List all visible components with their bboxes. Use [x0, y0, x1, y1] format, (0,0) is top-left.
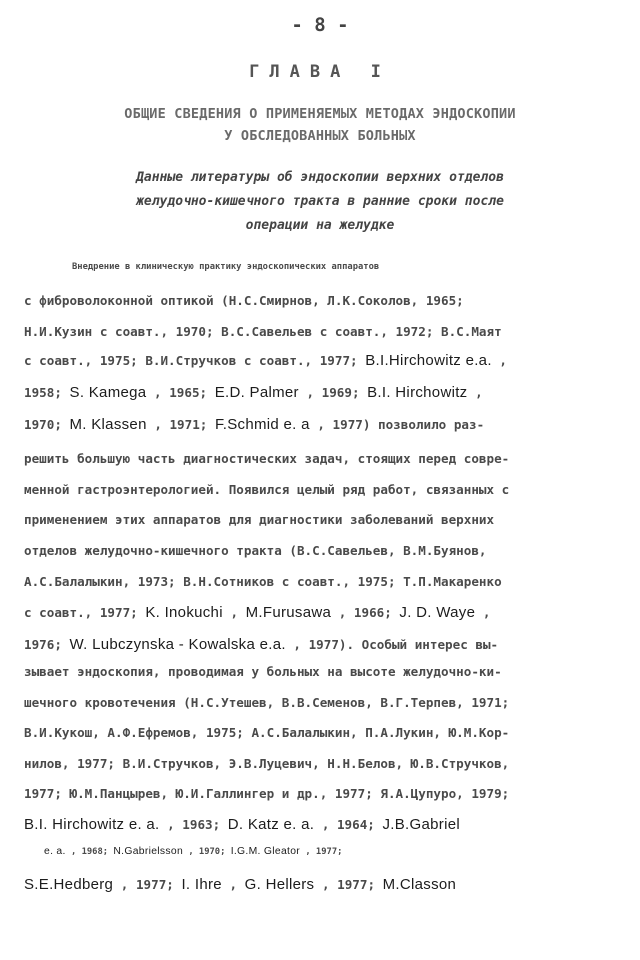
body-line-6: [24, 416, 624, 433]
section-heading-line-1: ОБЩИЕ СВЕДЕНИЯ О ПРИМЕНЯЕМЫХ МЕТОДАХ ЭНДОСКОПИИ: [124, 106, 516, 122]
body-text: применением этих аппаратов для диагностики заболеваний верхних: [24, 512, 495, 527]
body-line-15: [24, 695, 624, 710]
body-text: ,: [229, 877, 245, 892]
handwritten-citation: B.I. Hirchowitz e. a.: [24, 816, 160, 833]
body-text: , 1977;: [120, 877, 174, 892]
body-line-9: [24, 512, 624, 527]
body-text: , 1964;: [321, 817, 375, 832]
handwritten-citation: M. Klassen: [69, 416, 147, 433]
handwritten-citation: F.Schmid e. a: [214, 416, 310, 433]
body-line-14: [24, 664, 624, 679]
body-text: , 1966;: [338, 605, 392, 620]
subheading-line-1: Данные литературы об эндоскопии верхних отделов: [136, 170, 504, 185]
body-line-18: [24, 786, 624, 801]
body-line-17: [24, 756, 624, 771]
handwritten-citation: S.E.Hedberg: [24, 876, 114, 893]
body-line-13: [24, 636, 624, 653]
handwritten-citation: I. Ihre: [181, 876, 222, 893]
body-text: , 1977) позволило раз-: [317, 417, 485, 432]
handwritten-citation: N.Gabrielsson: [113, 846, 184, 857]
body-text: отделов желудочно-кишечного тракта (В.С.Савельев, В.М.Буянов,: [24, 543, 487, 558]
body-line-4: [24, 352, 624, 369]
handwritten-citation: J. D. Waye: [399, 604, 476, 621]
body-text: ,: [499, 353, 507, 368]
body-line-19: [24, 816, 624, 833]
body-text: ,: [482, 605, 491, 620]
body-text: , 1965;: [154, 385, 208, 400]
body-text: с соавт., 1975; В.И.Стручков с соавт., 1977;: [24, 353, 358, 368]
body-line-12: [24, 604, 624, 621]
body-text: Внедрение в клиническую практику эндоскопических аппаратов: [72, 262, 380, 272]
handwritten-citation: G. Hellers: [244, 876, 315, 893]
body-line-16: [24, 725, 624, 740]
body-text: зывает эндоскопия, проводимая у больных на высоте желудочно-ки-: [24, 664, 502, 679]
chapter-title: ГЛАВА I: [249, 62, 391, 82]
handwritten-citation: D. Katz e. a.: [227, 816, 315, 833]
body-line-1: [24, 262, 640, 272]
body-line-10: [24, 543, 624, 558]
handwritten-citation: I.G.M. Gleator: [230, 846, 301, 857]
body-line-21: [24, 876, 624, 893]
body-text: шечного кровотечения (Н.С.Утешев, В.В.Семенов, В.Г.Терпев, 1971;: [24, 695, 510, 710]
handwritten-citation: W. Lubczynska - Kowalska e.a.: [69, 636, 286, 653]
body-text: Н.И.Кузин с соавт., 1970; В.С.Савельев с соавт., 1972; В.С.Маят: [24, 324, 502, 339]
body-text: 1958;: [24, 385, 62, 400]
body-text: , 1977). Особый интерес вы-: [293, 637, 499, 652]
body-text: менной гастроэнтерологией. Появился целый ряд работ, связанных с: [24, 482, 510, 497]
body-text: А.С.Балалыкин, 1973; В.Н.Сотников с соавт., 1975; Т.П.Макаренко: [24, 574, 502, 589]
body-line-2: [24, 293, 624, 308]
body-text: , 1969;: [306, 385, 360, 400]
handwritten-citation: M.Furusawa: [245, 604, 332, 621]
body-text: , 1977;: [321, 877, 376, 892]
body-line-3: [24, 324, 624, 339]
handwritten-citation: E.D. Palmer: [214, 384, 299, 401]
body-text: В.И.Кукош, А.Ф.Ефремов, 1975; А.С.Балалыкин, П.А.Лукин, Ю.М.Кор-: [24, 725, 510, 740]
handwritten-citation: e. a.: [44, 846, 66, 857]
body-text: 1976;: [24, 637, 62, 652]
body-line-5: [24, 384, 624, 401]
body-line-8: [24, 482, 624, 497]
handwritten-citation: B.I.Hirchowitz e.a.: [365, 352, 492, 369]
handwritten-citation: M.Classon: [382, 876, 457, 893]
body-text: ,: [230, 605, 239, 620]
handwritten-citation: S. Kamega: [69, 384, 147, 401]
body-text: , 1963;: [167, 817, 221, 832]
body-line-7: [24, 451, 624, 466]
page-number: - 8 -: [291, 14, 349, 36]
body-line-20: [24, 846, 640, 857]
handwritten-citation: B.I. Hirchowitz: [367, 384, 468, 401]
body-text: с фиброволоконной оптикой (Н.С.Смирнов, Л.К.Соколов, 1965;: [24, 293, 464, 308]
body-text: нилов, 1977; В.И.Стручков, Э.В.Луцевич, Н.Н.Белов, Ю.В.Стручков,: [24, 756, 510, 771]
handwritten-citation: K. Inokuchi: [145, 604, 223, 621]
body-text: с соавт., 1977;: [24, 605, 138, 620]
body-text: решить большую часть диагностических задач, стоящих перед совре-: [24, 451, 510, 466]
body-text: ,: [475, 385, 483, 400]
subheading-line-2: желудочно-кишечного тракта в ранние сроки после: [136, 194, 504, 209]
body-text: , 1977;: [305, 847, 343, 857]
body-line-11: [24, 574, 624, 589]
body-text: , 1971;: [154, 417, 208, 432]
body-text: 1977; Ю.М.Панцырев, Ю.И.Галлингер и др., 1977; Я.А.Цупуро, 1979;: [24, 786, 510, 801]
section-heading-line-2: У ОБСЛЕДОВАННЫХ БОЛЬНЫХ: [224, 128, 416, 144]
body-text: , 1970;: [188, 847, 226, 857]
handwritten-citation: J.B.Gabriel: [382, 816, 460, 833]
subheading-line-3: операции на желудке: [245, 218, 395, 233]
body-text: 1970;: [24, 417, 62, 432]
body-text: , 1968;: [71, 847, 109, 857]
